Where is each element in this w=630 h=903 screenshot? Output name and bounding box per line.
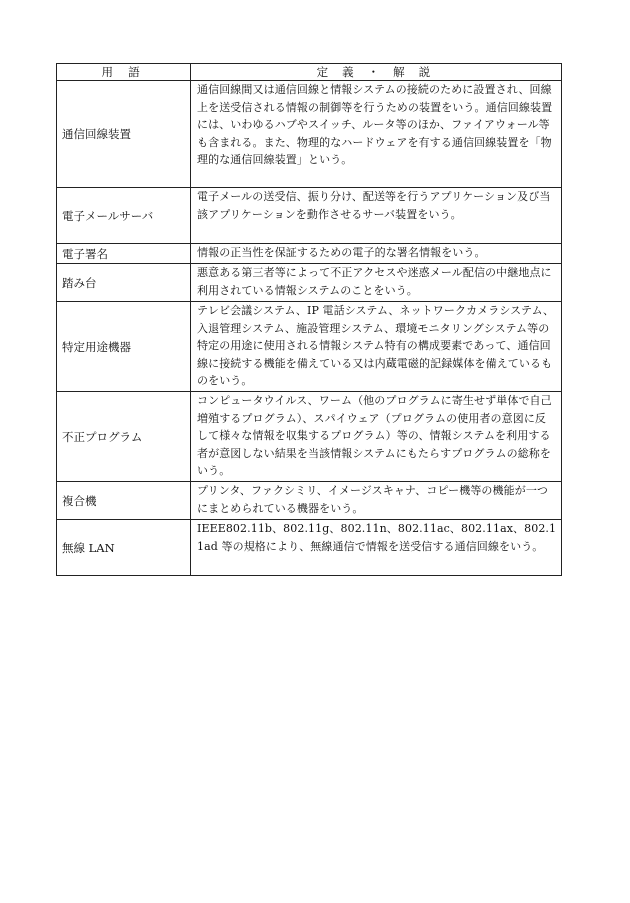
definition-cell: 通信回線間又は通信回線と情報システムの接続のために設置され、回線上を送受信される情報の制御等を行うための装置をいう。通信回線装置には、いわゆるハブやスイッチ、ルータ等のほか、ファイアウォール等も含まれる。また、物理的なハードウェアを有する通信回線装置を「物理的な通信回線装置」という。 (191, 81, 562, 188)
table-row (57, 520, 562, 576)
term-cell: 無線 LAN (57, 520, 191, 576)
definition-cell: 電子メールの送受信、振り分け、配送等を行うアプリケーション及び当該アプリケーションを動作させるサーバ装置をいう。 (191, 188, 562, 244)
definition-cell: プリンタ、ファクシミリ、イメージスキャナ、コピー機等の機能が一つにまとめられている機器をいう。 (191, 482, 562, 520)
definition-column-header: 定 義 ・ 解 説 (191, 64, 562, 81)
term-column-header: 用 語 (57, 64, 191, 81)
table-row (57, 302, 562, 392)
term-cell: 踏み台 (57, 264, 191, 302)
table-row (57, 188, 562, 244)
table-row (57, 264, 562, 302)
definition-cell: IEEE802.11b、802.11g、802.11n、802.11ac、802.11ax、802.11ad 等の規格により、無線通信で情報を送受信する通信回線をいう。 (191, 520, 562, 576)
term-cell: 通信回線装置 (57, 81, 191, 188)
definition-cell: 情報の正当性を保証するための電子的な署名情報をいう。 (191, 244, 562, 264)
definition-cell: 悪意ある第三者等によって不正アクセスや迷惑メール配信の中継地点に利用されている情報システムのことをいう。 (191, 264, 562, 302)
term-cell: 電子メールサーバ (57, 188, 191, 244)
glossary-table (56, 63, 562, 576)
term-cell: 不正プログラム (57, 392, 191, 482)
table-row (57, 392, 562, 482)
term-cell: 電子署名 (57, 244, 191, 264)
table-row (57, 482, 562, 520)
definition-cell: テレビ会議システム、IP 電話システム、ネットワークカメラシステム、入退管理システム、施設管理システム、環境モニタリングシステム等の特定の用途に使用される情報システム特有の構成要素であって、通信回線に接続する機能を備えている又は内蔵電磁的記録媒体を備えているものをいう。 (191, 302, 562, 392)
term-cell: 特定用途機器 (57, 302, 191, 392)
table-row (57, 81, 562, 188)
table-row (57, 244, 562, 264)
table-header-row (57, 64, 562, 81)
term-cell: 複合機 (57, 482, 191, 520)
definition-cell: コンピュータウイルス、ワーム（他のプログラムに寄生せず単体で自己増殖するプログラム）、スパイウェア（プログラムの使用者の意図に反して様々な情報を収集するプログラム）等の、情報システムを利用する者が意図しない結果を当該情報システムにもたらすプログラムの総称をいう。 (191, 392, 562, 482)
